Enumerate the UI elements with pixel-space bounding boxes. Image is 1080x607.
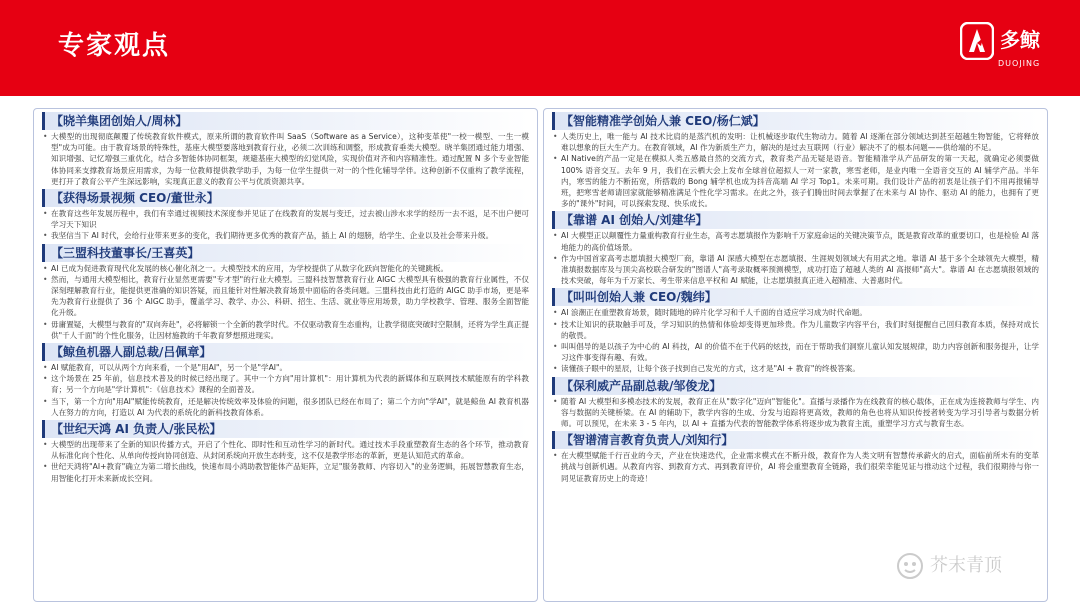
page-title: 专家观点 (58, 31, 171, 61)
expert-section (42, 244, 529, 341)
expert-section (42, 189, 529, 242)
wechat-account-icon (896, 552, 924, 580)
expert-quote: • 技术让知识的获取触手可及，学习知识的热情和体验却变得更加珍贵。作为儿童数字内容平台，我们时刻提醒自己回归教育本质，保持对成长的敬畏。 (552, 319, 1039, 341)
expert-quote: • 这个场景在 25 年前，信息技术普及的时候已经出现了。其中一个方向"用计算机"：用计算机为代表的新媒体和互联网技术赋能原有的学科教育；另一个方向是"学计算机"：《信息技术》课程的全面普及。 (42, 373, 529, 395)
expert-quote: • 然而，与通用大模型相比，教育行业显然更需要"专才型"的行业大模型。三盟科技智慧教育行业 AIGC 大模型具有极强的教育行业属性，不仅深刻理解教育行业，能提供更准确的知识答疑，而且能针对性解决教育场景中面临的各类问题。三盟科技由此打造的 AIGC 助手市场，更是率先为教育行业提供了 36 个 AIGC 助手，覆盖学习、教学、办公、科研、招生、生活、就业等应用场景，助力学校教学、管理、服务全面智能化升级。 (42, 274, 529, 319)
expert-title: 【保利威产品副总裁/邹俊龙】 (552, 377, 1039, 395)
header-banner (0, 0, 1080, 96)
logo-name-en: DUOJING (998, 59, 1041, 68)
expert-title: 【三盟科技董事长/王喜英】 (42, 244, 529, 262)
expert-title: 【鲸鱼机器人副总裁/吕佩章】 (42, 343, 529, 361)
duojing-logo (960, 18, 1056, 78)
expert-title: 【晓羊集团创始人/周林】 (42, 112, 529, 130)
expert-quote: • 大模型的出现带来了全新的知识传播方式，开启了个性化、即时性和互动性学习的新时代。通过技术手段重塑教育生态的各个环节，推动教育从标准化向个性化、从单向传授向协同创造、从封闭系统向开放生态转变，这不仅是教学形态的革新，更是认知范式的革命。 (42, 439, 529, 461)
expert-quote: • 随着 AI 大模型和多模态技术的发展，教育正在从"数字化"迈向"智能化"。直播与录播作为在线教育的核心载体，正在成为连接教师与学生、内容与数据的关键桥梁。在 AI 的辅助下，教学内容的生成、分发与追踪将更高效，教师的角色也将从知识传授者转变为学习引导者与数据分析师。可以预见，在未来 3 - 5 年内，以 AI + 直播为代表的智能教学体系将逐步成为教育主流，重塑学习方式与教育生态。 (552, 396, 1039, 430)
expert-title: 【叫叫创始人兼 CEO/魏纬】 (552, 288, 1039, 306)
expert-quote: • AI 赋能教育，可以从两个方向来看，一个是"用AI"，另一个是"学AI"。 (42, 362, 529, 373)
watermark-text: 芥末青顶 (930, 555, 1002, 576)
expert-quote: • AI 已成为促进教育现代化发展的核心催化剂之一。大模型技术的应用，为学校提供了从数字化跃向智能化的关键跳板。 (42, 263, 529, 274)
expert-quote: • 当下，第一个方向"用AI"赋能传统教育，还是解决传统效率及体验的问题，很多团队已经在布局了；第二个方向"学AI"，就是鲸鱼 AI 教育机器人在努力的方向，打造以 AI 为代表的系统化的新科技教育体系。 (42, 396, 529, 418)
expert-title: 【智谱清言教育负责人/刘知行】 (552, 431, 1039, 449)
right-expert-panel (543, 108, 1048, 602)
expert-quote: • 世纪天鸿将"AI+教育"确立为第二增长曲线，快速布局小鸿助教智能体产品矩阵，立足"服务教师、内容切入"的业务逻辑，拓展智慧教育生态，用智能化打开未来新成长空间。 (42, 461, 529, 483)
expert-section (552, 377, 1039, 430)
expert-section (42, 112, 529, 187)
expert-section (42, 420, 529, 484)
logo-name-cn: 多鲸 (1000, 28, 1040, 52)
left-expert-panel (33, 108, 538, 602)
expert-quote: • 读懂孩子眼中的星辰，让每个孩子找到自己发光的方式，这才是"AI + 教育"的终极答案。 (552, 363, 1039, 374)
expert-quote: • AI 浪潮正在重塑教育场景，随时随地的碎片化学习和千人千面的自适应学习成为时代命题。 (552, 307, 1039, 318)
expert-quote: • 叫叫倡导的是以孩子为中心的 AI 科技，AI 的价值不在于代码的炫技，而在于帮助我们洞察儿童认知发展规律，助力内容创新和服务提升，让学习这件事变得有趣、有效。 (552, 341, 1039, 363)
expert-quote: • 人类历史上，唯一能与 AI 技术比肩的是蒸汽机的发明：让机械逐步取代生物动力。随着 AI 逐渐在部分领域达到甚至超越生物智能，它将释放难以想象的巨大生产力。在教育领域，AI 作为新质生产力，解决的是过去互联网（行业）解决不了的根本问题——供给端的不足。 (552, 131, 1039, 153)
duojing-logo-icon (960, 22, 994, 60)
expert-quote: • 我坚信当下 AI 时代，会给行业带来更多的变化，我们期待更多优秀的教育产品，插上 AI 的翅膀，给学生、企业以及社会带来升级。 (42, 230, 529, 241)
expert-quote: • AI 大模型正以颠覆性力量重构教育行业生态，高考志愿填报作为影响千万家庭命运的关键决策节点，既是教育改革的重要切口，也是检验 AI 落地能力的高价值场景。 (552, 230, 1039, 252)
expert-title: 【靠谱 AI 创始人/刘建华】 (552, 211, 1039, 229)
expert-quote: • 在大模型赋能千行百业的今天，产业在快速迭代，企业需求模式在不断升级，教育作为人类文明有智慧传承薪火的启式，面临前所未有的变革挑战与创新机遇。从教育内容、到教育方式、再到教育评价，AI 将会重塑教育全链路，我们很荣幸能见证与推动这个过程，我们很期待与你一同见证教育历史上的奇迹！ (552, 450, 1039, 484)
expert-section (42, 343, 529, 418)
expert-quote: • 大模型的出现彻底颠覆了传统教育软件模式，原来所谓的教育软件叫 SaaS（Software as a Service），这种变革使"一校一模型、一生一模型"成为可能。由于教育场景的特殊性，基座大模型要落地到教育行业，必须二次训练和调整，形成教育垂类大模型。晓羊集团通过能力增强、知识增强、记忆增强三重优化，结合多智能体协同框架，规避基座大模型的幻觉风险，实现价值对齐和内容精准性。通过配置 N 多个专业智能体协同来支撑教育场景应用需求，为每一位教师提供教学助手，为每一位学生提供一对一的个性化辅导学伴。这种创新不仅重构了教学流程，更打开了教育公平产生深远影响，实现真正意义的教育公平与优质资源共享。 (42, 131, 529, 187)
expert-quote: • 毋庸置疑，大模型与教育的"双向奔赴"，必将解锁一个全新的教学时代。不仅驱动教育生态重构，让教学彻底突破时空限制，还将为学生真正提供"千人千面"的个性化服务，让因材施教的千年教育梦想照进现实。 (42, 319, 529, 341)
expert-title: 【获得场景视频 CEO/董世永】 (42, 189, 529, 207)
expert-quote: • 作为中国首家高考志愿填报大模型厂商，靠谱 AI 深感大模型在志愿填报、生涯规划领域大有用武之地。靠谱 AI 基于多个全球领先大模型，精准填报数据库及与顶尖高校联合研发的"图谱人"高考录取概率预测模型，成功打造了超越人类的 AI 高报师"高大"。靠谱 AI 在志愿填报领域的技术突破，每年为千万家长、考生带来信息平权和 AI 赋能，让志愿填报真正进入超精准、大普惠时代。 (552, 253, 1039, 287)
expert-title: 【智能精准学创始人兼 CEO/杨仁斌】 (552, 112, 1039, 130)
expert-quote: • 在教育这些年发展历程中，我们有幸通过视频技术深度参并见证了在线教育的发展与变迁，过去被山涉水求学的经历一去不返，足不出户便可学习天下知识 (42, 208, 529, 230)
expert-section (552, 211, 1039, 286)
expert-section (552, 431, 1039, 484)
expert-title: 【世纪天鸿 AI 负责人/张民松】 (42, 420, 529, 438)
watermark (896, 548, 1066, 588)
expert-section (552, 112, 1039, 209)
expert-quote: • AI Native的产品一定是在模拟人类五感最自然的交流方式，教育类产品无疑是语音。智能精准学从产品研发的第一天起，就确定必须要做 100% 语音交互。去年 9 月，我们在云栖大会上发布全球首位超拟人一对一家教，寒雪老师，是业内唯一全语音交互的 AI 辅学产品。半年内，寒雪的能力不断拓宽，所搭载的 Bong 辅学机也成为抖音高端 AI 学习 Top1。未来可期。我们设计产品的初衷是让孩子们不用再报辅导班，把寒雪老师请回家就能够精准满足个性化学习需求。在此之外，孩子们腾出时间去掌握了在未来与 AI 协作、驱动 AI 的能力，也拥有了更多的"课外"时间，可以探索发现、快乐成长。 (552, 153, 1039, 209)
expert-section (552, 288, 1039, 374)
